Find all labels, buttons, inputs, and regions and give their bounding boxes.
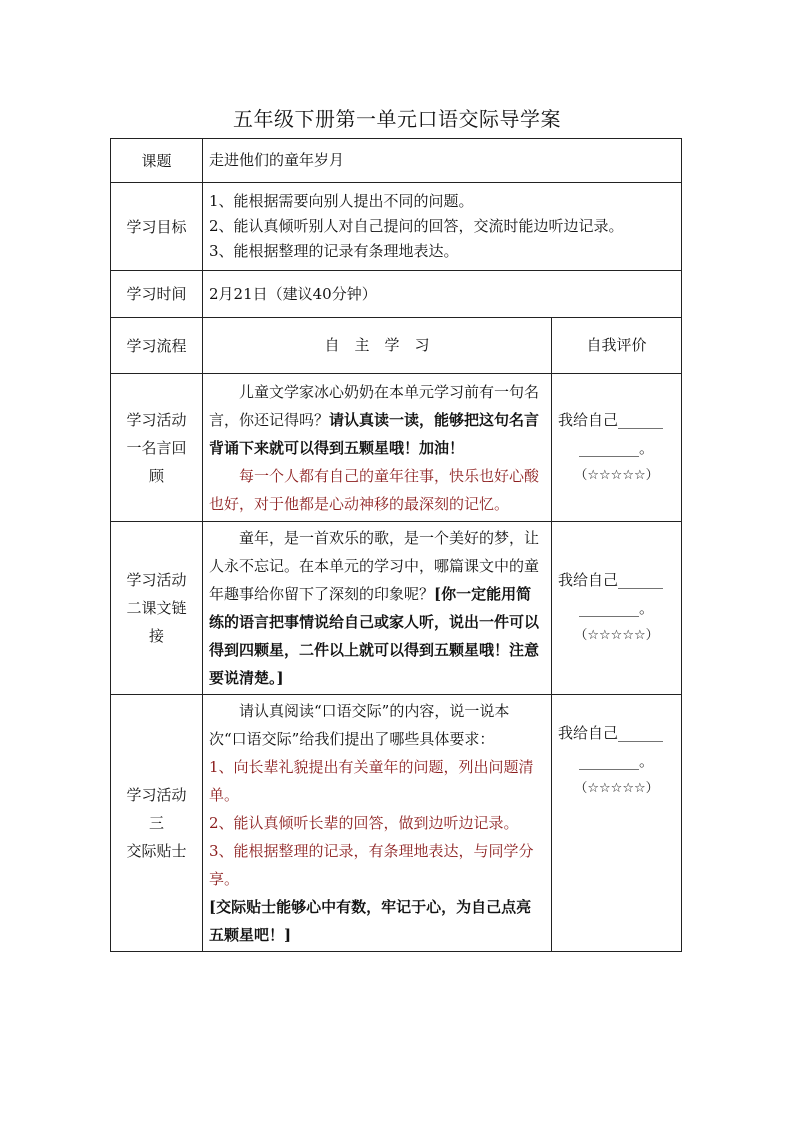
activity3-row bbox=[111, 695, 682, 952]
page-title: 五年级下册第一单元口语交际导学案 bbox=[233, 107, 561, 131]
topic-value: 走进他们的童年岁月 bbox=[203, 139, 682, 183]
eval-line: 我给自己______ bbox=[558, 571, 664, 589]
activity3-instruction: [交际贴士能够心中有数，牢记于心，为自己点亮五颗星吧！] bbox=[209, 898, 532, 944]
activity2-label bbox=[111, 522, 203, 695]
activity3-item: 2、能认真倾听长辈的回答，做到边听边记录。 bbox=[209, 814, 519, 832]
goal-item: 3、能根据整理的记录有条理地表达。 bbox=[209, 242, 459, 260]
activity1-content bbox=[203, 374, 552, 522]
activity3-evaluation bbox=[552, 695, 682, 952]
topic-row bbox=[111, 139, 682, 183]
activity2-text: 童年，是一首欢乐的歌，是一个美好的梦，让人永不忘记。在本单元的学习中，哪篇课文中的童年趣事给你留下了深刻的印象呢？ bbox=[209, 529, 540, 603]
activity2-instruction: [你一定能用简练的语言把事情说给自己或家人听，说出一件可以得到四颗星，二件以上就可以得到五颗星哦！注意要说清楚。] bbox=[209, 585, 540, 687]
eval-stars: （☆☆☆☆☆） bbox=[574, 628, 659, 643]
activity3-label-line: 学习活动 bbox=[126, 786, 187, 804]
activity3-item: 1、向长辈礼貌提出有关童年的问题，列出问题清单。 bbox=[209, 758, 534, 804]
activity1-text: 儿童文学家冰心奶奶在本单元学习前有一句名言，你还记得吗？ bbox=[209, 382, 540, 429]
activity1-instruction: 请认真读一读，能够把这句名言背诵下来就可以得到五颗星哦！加油！ bbox=[209, 410, 540, 457]
eval-line: 我给自己______ bbox=[558, 410, 664, 429]
activity2-paragraph bbox=[209, 524, 545, 692]
process-label: 学习流程 bbox=[111, 318, 203, 374]
eval-line: 我给自己______ bbox=[558, 724, 664, 742]
self-study-heading: 自 主 学 习 bbox=[203, 318, 552, 374]
activity3-intro: 请认真阅读“口语交际”的内容，说一说本次“口语交际”给我们提出了哪些具体要求： bbox=[209, 702, 510, 748]
activity3-content bbox=[203, 695, 552, 952]
activity2-content bbox=[203, 522, 552, 695]
time-row bbox=[111, 271, 682, 318]
eval-stars: （☆☆☆☆☆） bbox=[574, 781, 659, 796]
process-header-row bbox=[111, 318, 682, 374]
activity2-evaluation bbox=[552, 522, 682, 695]
activity2-label-line: 接 bbox=[148, 627, 164, 645]
activity1-paragraph bbox=[209, 378, 545, 462]
activity2-label-line: 学习活动 bbox=[126, 571, 187, 589]
activity1-quote: 每一个人都有自己的童年往事，快乐也好心酸也好，对于他都是心动神移的最深刻的记忆。 bbox=[209, 466, 540, 513]
topic-label: 课题 bbox=[111, 139, 203, 183]
eval-line: ________。 bbox=[579, 438, 655, 457]
activity3-item: 3、能根据整理的记录，有条理地表达，与同学分享。 bbox=[209, 842, 534, 888]
goals-row bbox=[111, 183, 682, 271]
goal-item: 2、能认真倾听别人对自己提问的回答，交流时能边听边记录。 bbox=[209, 217, 624, 235]
activity3-label-line: 交际贴士 bbox=[126, 842, 187, 860]
activity1-label bbox=[111, 374, 203, 522]
activity1-label-line: 学习活动 bbox=[126, 410, 187, 429]
goals-list bbox=[203, 183, 682, 271]
time-value: 2月21日（建议40分钟） bbox=[203, 271, 682, 318]
activity2-row bbox=[111, 522, 682, 695]
activity1-label-line: 顾 bbox=[148, 466, 164, 485]
activity1-evaluation bbox=[552, 374, 682, 522]
activity1-label-line: 一名言回 bbox=[126, 438, 187, 457]
eval-line: ________。 bbox=[579, 752, 655, 770]
activity3-label-line: 三 bbox=[148, 814, 164, 832]
time-label: 学习时间 bbox=[111, 271, 203, 318]
activity3-label bbox=[111, 695, 203, 952]
activity2-label-line: 二课文链 bbox=[126, 599, 187, 617]
eval-stars: （☆☆☆☆☆） bbox=[574, 467, 659, 483]
goal-item: 1、能根据需要向别人提出不同的问题。 bbox=[209, 192, 474, 210]
goals-label: 学习目标 bbox=[111, 183, 203, 271]
study-guide-table bbox=[110, 138, 682, 952]
self-eval-heading: 自我评价 bbox=[552, 318, 682, 374]
activity1-row bbox=[111, 374, 682, 522]
eval-line: ________。 bbox=[579, 599, 655, 617]
